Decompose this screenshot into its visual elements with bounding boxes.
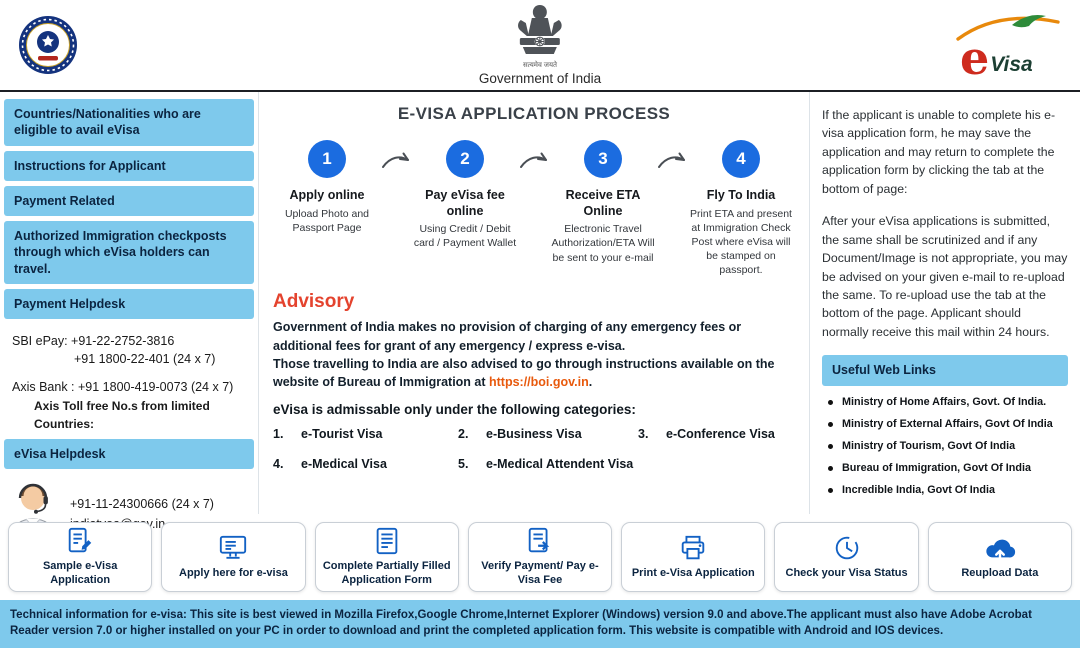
check-visa-status-button[interactable] — [774, 522, 918, 592]
action-button-label: Reupload Data — [961, 567, 1039, 580]
category-number: 1. — [273, 426, 284, 441]
reupload-data-button[interactable] — [928, 522, 1072, 592]
action-button-label: Check your Visa Status — [785, 567, 908, 580]
document-pencil-icon — [65, 526, 95, 556]
sidebar-item-authorized-checkposts[interactable]: Authorized Immigration checkposts through which eVisa holders can travel. — [4, 221, 254, 284]
clock-icon — [832, 533, 862, 563]
axis-bank-phone: Axis Bank : +91 1800-419-0073 (24 x 7) — [12, 380, 234, 395]
web-link-incredible-india[interactable] — [828, 484, 1068, 496]
emblem-motto: सत्यमेव जयते — [522, 62, 558, 69]
web-link-label: Bureau of Immigration, Govt Of India — [842, 461, 1031, 474]
category-label: e-Business Visa — [486, 426, 582, 441]
step-1-title: Apply online — [289, 188, 365, 202]
bullet-icon — [828, 400, 833, 405]
step-2-badge: 2 — [446, 140, 484, 178]
process-steps — [273, 140, 795, 277]
step-3-description: Electronic Travel Authorization/ETA Will be sent to your e-mail — [551, 223, 655, 264]
web-link-external-affairs[interactable] — [828, 418, 1068, 430]
verify-payment-button[interactable] — [468, 522, 612, 592]
header-center — [479, 3, 601, 86]
category-number: 3. — [638, 426, 649, 441]
boi-website-link[interactable]: https://boi.gov.in — [489, 374, 589, 389]
web-link-home-affairs[interactable] — [828, 396, 1068, 408]
main-panel — [258, 92, 810, 514]
info-reupload: After your eVisa applications is submitted, the same shall be scrutinized and if any Document/Image is not appropriate, you may be advised on your given e-mail to re-upload the same. To re-upload use the tab at the bottom of the page. Applicant should normally receive this mail within 24 hours. — [822, 214, 1068, 339]
category-label: e-Medical Attendent Visa — [486, 456, 634, 471]
useful-web-links-header: Useful Web Links — [822, 355, 1068, 385]
content — [0, 92, 1080, 514]
category-label: e-Tourist Visa — [301, 426, 383, 441]
form-lines-icon — [372, 526, 402, 556]
category-e-medical — [273, 457, 458, 471]
web-link-label: Incredible India, Govt Of India — [842, 483, 995, 496]
category-label: e-Medical Visa — [301, 456, 387, 471]
process-step-1 — [273, 140, 381, 235]
step-3-badge: 3 — [584, 140, 622, 178]
evisa-helpdesk-header: eVisa Helpdesk — [4, 439, 254, 469]
document-arrow-icon — [525, 526, 555, 556]
step-3-title: Receive ETA Online — [565, 188, 641, 218]
right-panel — [810, 92, 1080, 514]
action-button-label: Apply here for e-visa — [179, 567, 288, 580]
helpdesk-phone: +91-11-24300666 (24 x 7) — [70, 497, 214, 512]
category-number: 4. — [273, 456, 284, 471]
apply-for-evisa-button[interactable] — [161, 522, 305, 592]
advisory-line2-period: . — [588, 374, 593, 389]
printer-icon — [678, 533, 708, 563]
step-2-description: Using Credit / Debit card / Payment Wallet — [413, 223, 517, 250]
sidebar-item-payment-related[interactable]: Payment Related — [4, 186, 254, 216]
sidebar-item-instructions[interactable]: Instructions for Applicant — [4, 151, 254, 181]
evisa-logo-e: e — [960, 31, 990, 86]
step-4-description: Print ETA and present at Immigration Check Post where eVisa will be stamped on passport. — [690, 207, 792, 277]
web-link-label: Ministry of External Affairs, Govt Of India — [842, 417, 1053, 430]
footer — [0, 600, 1080, 648]
payment-helpdesk-info — [4, 324, 254, 439]
action-button-label: Verify Payment/ Pay e-Visa Fee — [481, 560, 599, 586]
payment-helpdesk-header: Payment Helpdesk — [4, 289, 254, 319]
web-link-label: Ministry of Home Affairs, Govt. Of India. — [842, 395, 1047, 408]
process-step-3 — [549, 140, 657, 265]
sidebar-item-eligible-countries[interactable]: Countries/Nationalities who are eligible to avail eVisa — [4, 99, 254, 146]
evisa-logo-visa: Visa — [990, 53, 1033, 76]
step-2-title: Pay eVisa fee online — [425, 188, 505, 218]
web-link-tourism[interactable] — [828, 440, 1068, 452]
category-e-tourist — [273, 427, 458, 441]
evisa-logo-text — [960, 31, 1033, 86]
footer-technical-info: Technical information for e-visa: This site is best viewed in Mozilla Firefox,Google Chrome,Internet Explorer (Windows) version 9.0 and above.The applicant must also have Adobe Acrobat Reader version 7.0 or higher installed on your PC in order to download and print the completed application form. This website is compatible with Android and IOS devices. — [10, 608, 1032, 638]
advisory-line2-text: Those travelling to India are also advised to go through instructions available on the website of Bureau of Immigration at — [273, 356, 775, 389]
process-step-4 — [687, 140, 795, 277]
process-step-2 — [411, 140, 519, 251]
step-4-title: Fly To India — [706, 188, 776, 202]
sbi-epay-tollfree: +91 1800-22-401 (24 x 7) — [74, 352, 216, 367]
web-link-bureau-immigration[interactable] — [828, 462, 1068, 474]
process-title: E-VISA APPLICATION PROCESS — [397, 104, 671, 123]
bullet-icon — [828, 488, 833, 493]
category-e-conference — [638, 427, 795, 441]
bullet-icon — [828, 444, 833, 449]
curved-arrow-icon — [657, 152, 687, 176]
action-button-label: Sample e-Visa Application — [42, 560, 118, 586]
advisory-line1: Government of India makes no provision of charging of any emergency fees or additional fees for grant of any emergency / express e-visa. — [273, 320, 742, 353]
advisory-section — [273, 291, 795, 471]
print-evisa-application-button[interactable] — [621, 522, 765, 592]
axis-tollfree-note: Axis Toll free No.s from limited Countries: — [34, 399, 210, 431]
category-number: 2. — [458, 426, 469, 441]
government-of-india-title: Government of India — [478, 71, 602, 86]
advisory-line2 — [273, 355, 795, 391]
sample-evisa-application-button[interactable] — [8, 522, 152, 592]
advisory-title: Advisory — [273, 291, 355, 313]
info-save-application: If the applicant is unable to complete his e-visa application form, he may save the application and may return to complete the application form by clicking the tab at the bottom of page: — [822, 108, 1056, 196]
curved-arrow-icon — [381, 152, 411, 176]
cloud-upload-icon — [984, 533, 1016, 563]
category-e-business — [458, 427, 638, 441]
category-label: e-Conference Visa — [666, 426, 775, 441]
action-button-label: Complete Partially Filled Application Form — [322, 560, 451, 586]
step-1-description: Upload Photo and Passport Page — [284, 207, 370, 234]
curved-arrow-icon — [519, 152, 549, 176]
step-1-badge: 1 — [308, 140, 346, 178]
action-button-label: Print e-Visa Application — [631, 567, 755, 580]
complete-partial-application-button[interactable] — [315, 522, 459, 592]
sbi-epay-phone: SBI ePay: +91-22-2752-3816 — [12, 334, 175, 348]
bullet-icon — [828, 422, 833, 427]
step-4-badge: 4 — [722, 140, 760, 178]
web-link-label: Ministry of Tourism, Govt Of India — [842, 439, 1016, 452]
monitor-form-icon — [218, 533, 248, 563]
header — [0, 0, 1080, 92]
left-sidebar — [0, 92, 258, 514]
category-e-medical-attendent — [458, 457, 638, 471]
useful-web-links-list — [822, 396, 1068, 496]
bureau-of-immigration-logo — [18, 15, 78, 75]
evisa-logo — [954, 13, 1062, 86]
national-emblem — [515, 3, 565, 57]
visa-categories — [273, 427, 795, 471]
action-buttons-bar — [0, 514, 1080, 600]
bullet-icon — [828, 466, 833, 471]
category-number: 5. — [458, 456, 469, 471]
categories-title: eVisa is admissable only under the following categories: — [273, 401, 636, 417]
